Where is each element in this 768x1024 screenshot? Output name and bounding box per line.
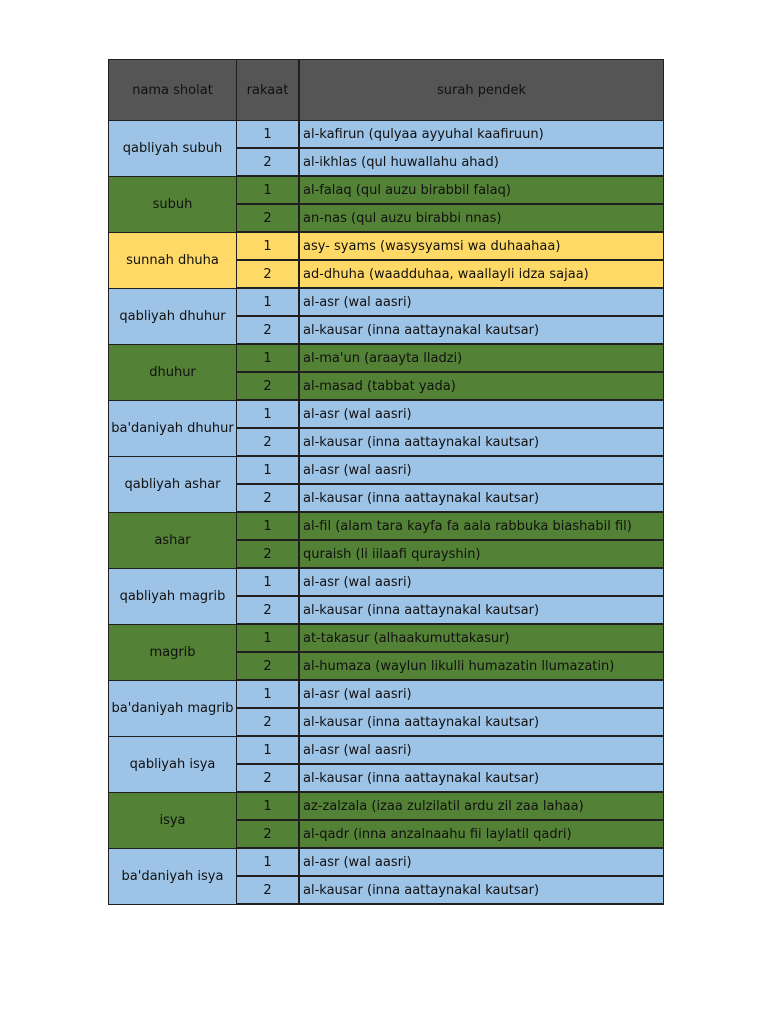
surah-cell: al-kausar (inna aattaynakal kautsar)	[299, 876, 664, 904]
rakaat-cell: 1	[237, 344, 300, 372]
rakaat-cell: 2	[237, 428, 300, 456]
surah-cell: ad-dhuha (waadduhaa, waallayli idza sajaa)	[299, 260, 664, 288]
table-row	[109, 121, 664, 149]
prayer-name-cell: qabliyah subuh	[109, 121, 237, 177]
rakaat-cell: 1	[237, 624, 300, 652]
surah-cell: al-asr (wal aasri)	[299, 848, 664, 876]
rakaat-cell: 1	[237, 568, 300, 596]
table-row	[109, 288, 664, 316]
rakaat-cell: 2	[237, 260, 300, 288]
surah-cell: al-asr (wal aasri)	[299, 680, 664, 708]
prayer-name-cell: ba'daniyah isya	[109, 848, 237, 904]
rakaat-cell: 1	[237, 288, 300, 316]
rakaat-cell: 1	[237, 400, 300, 428]
surah-cell: al-kausar (inna aattaynakal kautsar)	[299, 316, 664, 344]
rakaat-cell: 1	[237, 176, 300, 204]
surah-cell: al-asr (wal aasri)	[299, 568, 664, 596]
header-nama-sholat: nama sholat	[109, 60, 237, 121]
table-row	[109, 680, 664, 708]
rakaat-cell: 2	[237, 316, 300, 344]
prayer-name-cell: ba'daniyah magrib	[109, 680, 237, 736]
rakaat-cell: 1	[237, 512, 300, 540]
surah-cell: al-kausar (inna aattaynakal kautsar)	[299, 428, 664, 456]
header-surah-pendek: surah pendek	[299, 60, 664, 121]
table-row	[109, 176, 664, 204]
surah-cell: al-asr (wal aasri)	[299, 400, 664, 428]
table-row	[109, 456, 664, 484]
rakaat-cell: 1	[237, 456, 300, 484]
rakaat-cell: 1	[237, 680, 300, 708]
prayer-name-cell: qabliyah isya	[109, 736, 237, 792]
header-row	[109, 60, 664, 121]
prayer-name-cell: isya	[109, 792, 237, 848]
rakaat-cell: 2	[237, 372, 300, 400]
rakaat-cell: 2	[237, 764, 300, 792]
surah-cell: at-takasur (alhaakumuttakasur)	[299, 624, 664, 652]
rakaat-cell: 2	[237, 820, 300, 848]
table-row	[109, 400, 664, 428]
surah-cell: al-falaq (qul auzu birabbil falaq)	[299, 176, 664, 204]
surah-cell: asy- syams (wasysyamsi wa duhaahaa)	[299, 232, 664, 260]
prayer-surah-table	[108, 59, 664, 905]
prayer-name-cell: qabliyah dhuhur	[109, 288, 237, 344]
table-row	[109, 344, 664, 372]
surah-cell: al-ma'un (araayta lladzi)	[299, 344, 664, 372]
rakaat-cell: 2	[237, 204, 300, 232]
surah-cell: al-qadr (inna anzalnaahu fii laylatil qadri)	[299, 820, 664, 848]
header-rakaat: rakaat	[237, 60, 300, 121]
surah-cell: al-kafirun (qulyaa ayyuhal kaafiruun)	[299, 121, 664, 149]
surah-cell: an-nas (qul auzu birabbi nnas)	[299, 204, 664, 232]
table-row	[109, 512, 664, 540]
table-body	[109, 121, 664, 905]
rakaat-cell: 1	[237, 792, 300, 820]
table-row	[109, 568, 664, 596]
rakaat-cell: 2	[237, 652, 300, 680]
surah-cell: al-humaza (waylun likulli humazatin llumazatin)	[299, 652, 664, 680]
surah-cell: al-kausar (inna aattaynakal kautsar)	[299, 484, 664, 512]
table-row	[109, 848, 664, 876]
rakaat-cell: 2	[237, 596, 300, 624]
rakaat-cell: 2	[237, 148, 300, 176]
surah-cell: al-kausar (inna aattaynakal kautsar)	[299, 708, 664, 736]
surah-cell: al-asr (wal aasri)	[299, 456, 664, 484]
surah-cell: al-asr (wal aasri)	[299, 736, 664, 764]
prayer-name-cell: ba'daniyah dhuhur	[109, 400, 237, 456]
rakaat-cell: 1	[237, 121, 300, 149]
surah-cell: al-ikhlas (qul huwallahu ahad)	[299, 148, 664, 176]
surah-cell: al-kausar (inna aattaynakal kautsar)	[299, 596, 664, 624]
table-row	[109, 232, 664, 260]
rakaat-cell: 2	[237, 484, 300, 512]
rakaat-cell: 1	[237, 232, 300, 260]
surah-cell: az-zalzala (izaa zulzilatil ardu zil zaa lahaa)	[299, 792, 664, 820]
prayer-name-cell: sunnah dhuha	[109, 232, 237, 288]
prayer-name-cell: magrib	[109, 624, 237, 680]
table-row	[109, 792, 664, 820]
prayer-name-cell: qabliyah magrib	[109, 568, 237, 624]
rakaat-cell: 2	[237, 876, 300, 904]
table-row	[109, 624, 664, 652]
rakaat-cell: 2	[237, 708, 300, 736]
surah-cell: al-asr (wal aasri)	[299, 288, 664, 316]
prayer-name-cell: qabliyah ashar	[109, 456, 237, 512]
surah-cell: al-masad (tabbat yada)	[299, 372, 664, 400]
surah-cell: al-kausar (inna aattaynakal kautsar)	[299, 764, 664, 792]
surah-cell: quraish (li iilaafi qurayshin)	[299, 540, 664, 568]
rakaat-cell: 1	[237, 736, 300, 764]
prayer-name-cell: subuh	[109, 176, 237, 232]
surah-cell: al-fil (alam tara kayfa fa aala rabbuka biashabil fil)	[299, 512, 664, 540]
prayer-name-cell: dhuhur	[109, 344, 237, 400]
table-row	[109, 736, 664, 764]
prayer-name-cell: ashar	[109, 512, 237, 568]
rakaat-cell: 2	[237, 540, 300, 568]
rakaat-cell: 1	[237, 848, 300, 876]
